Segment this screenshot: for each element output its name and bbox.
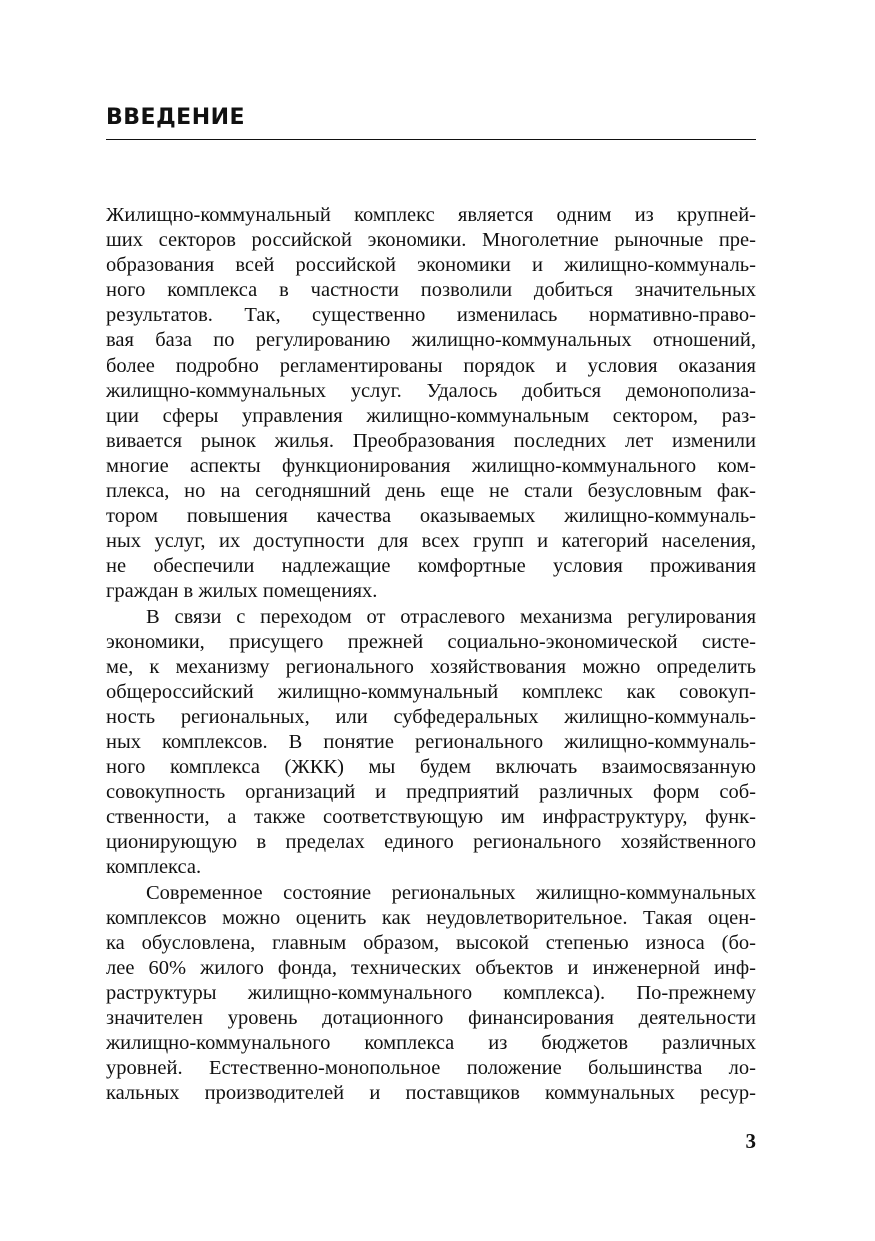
text-line: вая база по регулированию жилищно-коммунальных отношений, (106, 329, 756, 352)
text-line: ционирующую в пределах единого регионального хозяйственного (106, 831, 756, 854)
paragraph (106, 605, 756, 881)
text-line: комплексов можно оценить как неудовлетворительное. Такая оцен- (106, 906, 756, 929)
text-line: тором повышения качества оказываемых жилищно-коммуналь- (106, 505, 756, 528)
text-line: В связи с переходом от отраслевого механизма регулирования (146, 605, 756, 628)
text-line: раструктуры жилищно-коммунального комплекса). По-прежнему (106, 981, 756, 1004)
text-line: значителен уровень дотационного финансирования деятельности (106, 1007, 756, 1029)
text-line: ших секторов российской экономики. Многолетние рыночные пре- (106, 229, 756, 252)
page-title: ВВЕДЕНИЕ (106, 105, 246, 130)
text-line: кальных производителей и поставщиков коммунальных ресур- (106, 1082, 756, 1105)
text-line: ных услуг, их доступности для всех групп и категорий населения, (106, 530, 756, 553)
text-line: вивается рынок жилья. Преобразования последних лет изменили (106, 429, 756, 452)
text-line: жилищно-коммунального комплекса из бюджетов различных (106, 1032, 756, 1055)
paragraph (106, 203, 756, 605)
text-line: экономики, присущего прежней социально-экономической систе- (106, 630, 756, 653)
page-number: 3 (745, 1129, 756, 1153)
text-line: Жилищно-коммунальный комплекс является одним из крупней- (106, 204, 756, 226)
body-text (106, 203, 756, 1106)
text-line: уровней. Естественно-монопольное положение большинства ло- (106, 1057, 756, 1080)
text-line: ность региональных, или субфедеральных жилищно-коммуналь- (106, 705, 756, 728)
text-line: общероссийский жилищно-коммунальный комплекс как совокуп- (106, 680, 756, 703)
text-line: жилищно-коммунальных услуг. Удалось добиться демонополиза- (106, 379, 756, 402)
text-line: не обеспечили надлежащие комфортные условия проживания (106, 555, 756, 578)
text-line: ции сферы управления жилищно-коммунальным сектором, раз- (106, 404, 756, 427)
paragraph (106, 881, 756, 1107)
text-line: более подробно регламентированы порядок и условия оказания (106, 354, 756, 377)
text-line: комплекса. (106, 856, 202, 879)
text-line: ных комплексов. В понятие регионального жилищно-коммуналь- (106, 730, 756, 753)
text-line: Современное состояние региональных жилищно-коммунальных (146, 881, 756, 904)
text-line: совокупность организаций и предприятий различных форм соб- (106, 781, 756, 804)
text-line: образования всей российской экономики и жилищно-коммуналь- (106, 254, 756, 277)
text-line: результатов. Так, существенно изменилась нормативно-право- (106, 304, 756, 327)
text-line: ного комплекса в частности позволили добиться значительных (106, 279, 756, 302)
text-line: лее 60% жилого фонда, технических объектов и инженерной инф- (106, 956, 756, 979)
text-line: ка обусловлена, главным образом, высокой степенью износа (бо- (106, 931, 756, 954)
text-line: граждан в жилых помещениях. (106, 580, 378, 603)
text-line: плекса, но на сегодняшний день еще не стали безусловным фак- (106, 480, 756, 503)
text-line: многие аспекты функционирования жилищно-коммунального ком- (106, 454, 756, 477)
text-line: ного комплекса (ЖКК) мы будем включать взаимосвязанную (106, 756, 756, 779)
heading-rule (106, 139, 756, 140)
text-line: ственности, а также соответствующую им инфраструктуру, функ- (106, 806, 756, 829)
text-line: ме, к механизму регионального хозяйствования можно определить (106, 655, 756, 678)
